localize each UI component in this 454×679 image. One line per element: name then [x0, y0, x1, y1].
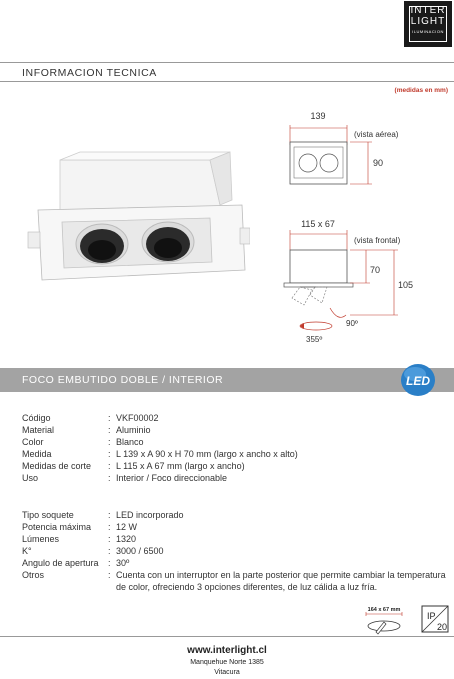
front-view-label: (vista frontal)	[354, 236, 401, 245]
spec-separator: :	[108, 437, 111, 447]
spec-value: 3000 / 6500	[116, 546, 164, 556]
product-title-band	[0, 368, 454, 392]
spec-value: VKF00002	[116, 413, 159, 423]
product-illustration	[20, 150, 250, 285]
led-badge-text: LED	[406, 374, 430, 388]
spec-value: 12 W	[116, 522, 138, 532]
spec-value: 30º	[116, 558, 130, 568]
header-bottom-rule	[0, 81, 454, 82]
spec-separator: :	[108, 558, 111, 568]
spec-separator: :	[108, 461, 111, 471]
spec-value: L 115 x A 67 mm (largo x ancho)	[116, 461, 245, 471]
spec-key: K°	[22, 546, 32, 556]
brand-logo	[404, 1, 452, 47]
spec-value: Blanco	[116, 437, 144, 447]
footer-rule	[0, 636, 454, 637]
brand-line3: ILUMINACION	[412, 29, 444, 34]
spec-key: Medida	[22, 449, 52, 459]
brand-line2: LIGHT	[410, 16, 446, 27]
spec-value: LED incorporado	[116, 510, 184, 520]
brand-line1: INTER	[410, 5, 446, 16]
spec-separator: :	[108, 534, 111, 544]
spec-separator: :	[108, 510, 111, 520]
cut-size-icon	[366, 607, 402, 634]
aerial-height-label: 90	[373, 158, 384, 168]
spec-key: Otros	[22, 570, 45, 580]
spec-key: Material	[22, 425, 55, 435]
spec-key: Tipo soquete	[22, 510, 74, 520]
ip-rating-icon	[422, 606, 448, 632]
technical-drawings	[270, 100, 450, 350]
spec-separator: :	[108, 546, 111, 556]
footer-website-link[interactable]: www.interlight.cl	[187, 645, 267, 656]
spec-separator: :	[108, 473, 111, 483]
tilt-angle-label: 90º	[346, 319, 358, 328]
section-title: INFORMACION TECNICA	[22, 67, 157, 79]
spec-value: Interior / Foco direccionable	[116, 473, 228, 483]
spec-key: Medidas de corte	[22, 461, 92, 471]
aerial-view-label: (vista aérea)	[354, 130, 399, 139]
header-top-rule	[0, 62, 454, 63]
spec-value: Aluminio	[116, 425, 151, 435]
units-note: (medidas en mm)	[394, 87, 448, 94]
spec-value: 1320	[116, 534, 137, 544]
spec-separator: :	[108, 570, 111, 580]
spec-separator: :	[108, 425, 111, 435]
footer-city: Vitacura	[214, 669, 240, 676]
spec-value: L 139 x A 90 x H 70 mm (largo x ancho x alto)	[116, 449, 298, 459]
front-width-label: 115 x 67	[301, 219, 335, 229]
spec-key: Potencia máxima	[22, 522, 92, 532]
spec-separator: :	[108, 449, 111, 459]
spec-key: Angulo de apertura	[22, 558, 99, 568]
ip-value: 20	[437, 622, 448, 632]
spec-value: Cuenta con un interruptor en la parte posterior que permite cambiar la temperatura de color, ofreciendo 3 opciones diferentes, de luz cálida a luz fría.	[116, 570, 446, 592]
install-icons	[362, 604, 452, 636]
led-badge-icon	[398, 362, 438, 398]
front-height2-label: 105	[398, 280, 414, 290]
spec-key: Código	[22, 413, 51, 423]
rotation-angle-label: 355º	[306, 335, 323, 344]
aerial-width-label: 139	[310, 111, 326, 121]
footer-address: Manquehue Norte 1385	[190, 659, 264, 666]
spec-separator: :	[108, 522, 111, 532]
ip-prefix: IP	[427, 611, 436, 621]
spec-separator: :	[108, 413, 111, 423]
product-title: FOCO EMBUTIDO DOBLE / INTERIOR	[22, 374, 224, 386]
spec-key: Uso	[22, 473, 39, 483]
spec-key: Color	[22, 437, 44, 447]
front-height1-label: 70	[370, 265, 381, 275]
spec-key: Lúmenes	[22, 534, 60, 544]
cut-size-label: 164 x 67 mm	[367, 607, 401, 613]
